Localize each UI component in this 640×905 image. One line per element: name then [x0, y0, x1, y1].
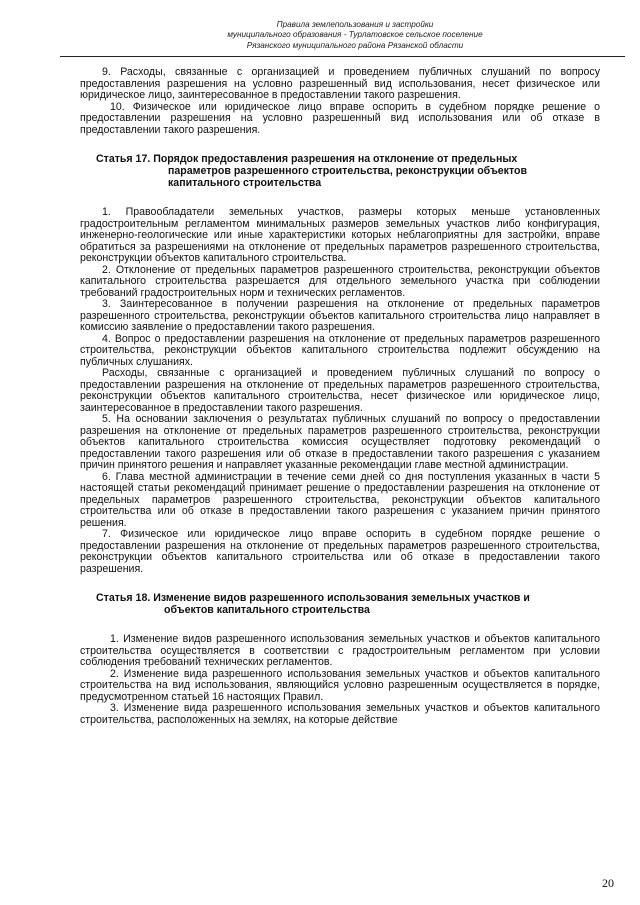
paragraph: 2. Отклонение от предельных параметров разрешенного строительства, реконструкции объектов капитального строительства разрешается для отдельного земельного участка при соблюдении требований градостроительных норм и технических регламентов. — [80, 263, 600, 299]
heading-line: объектов капитального строительства — [164, 604, 370, 616]
paragraph: 3. Заинтересованное в получении разрешения на отклонение от предельных параметров разрешенного строительства, реконструкции объектов капитального строительства лицо направляет в комиссию заявление о предоставлении такого разрешения. — [80, 298, 600, 333]
heading-line: параметров разрешенного строительства, реконструкции объектов — [168, 165, 528, 177]
paragraph: 10. Физическое или юридическое лицо вправе оспорить в судебном порядке решение о предоставлении разрешения на условно разрешенный вид использования или об отказе в предоставлении такого разрешения. — [80, 100, 600, 136]
page-number: 20 — [602, 876, 614, 890]
paragraph: 1. Правообладатели земельных участков, размеры которых меньше установленных градостроительным регламентом минимальных размеров земельных участков либо конфигурация, инженерно-геологические или иные характеристики которых неблагоприятны для застройки, вправе обратиться за разрешениями на отклонение от предельных параметров разрешенного строительства, реконструкции объектов капитального строительства. — [80, 206, 600, 264]
running-header-line: муниципального образования - Турлатовское сельское поселение — [227, 30, 483, 40]
running-header-line: Рязанского муниципального района Рязанской области — [246, 40, 464, 50]
paragraph: 2. Изменение вида разрешенного использования земельных участков и объектов капитального строительства на вид использования, являющийся условно разрешенным осуществляется в порядке, предусмотренном статьей 16 настоящих Правил. — [80, 667, 600, 703]
running-header-line: Правила землепользования и застройки — [276, 20, 434, 29]
running-header — [60, 20, 640, 51]
paragraph: Расходы, связанные с организацией и проведением публичных слушаний по вопросу о предоставлении разрешения на отклонение от предельных параметров разрешенного строительства, реконструкции объектов капитального строительства, несет физическое или юридическое лицо, заинтересованное в предоставлении такого разрешения. — [80, 367, 600, 414]
paragraph: 6. Глава местной администрации в течение семи дней со дня поступления указанных в части 5 настоящей статьи рекомендаций принимает решение о предоставлении разрешения на отклонение от предельных параметров разрешенного строительства, реконструкции объектов капитального строительства или об отказе в предоставлении такого разрешения с указанием причин принятого решения. — [80, 470, 600, 529]
header-divider — [60, 56, 625, 57]
paragraph: 5. На основании заключения о результатах публичных слушаний по вопросу о предоставлении разрешения на отклонение от предельных параметров разрешенного строительства, реконструкции объектов капитального строительства комиссия осуществляет подготовку рекомендаций о предоставлении такого разрешения или об отказе в предоставлении такого разрешения с указанием причин принятого решения и направляет указанные рекомендации главе местной администрации. — [80, 413, 600, 471]
paragraph: 4. Вопрос о предоставлении разрешения на отклонение от предельных параметров разрешенного строительства, реконструкции объектов капитального строительства подлежит обсуждению на публичных слушаниях. — [80, 332, 600, 368]
paragraph: 3. Изменение вида разрешенного использования земельных участков и объектов капитального строительства, расположенных на землях, на которые действие — [80, 702, 600, 726]
document-body — [80, 67, 600, 726]
heading-line: капитального строительства — [168, 177, 322, 189]
paragraph: 9. Расходы, связанные с организацией и проведением публичных слушаний по вопросу предоставления разрешения на условно разрешенный вид использования, несет физическое или юридическое лицо, заинтересованное в предоставлении такого разрешения. — [80, 66, 600, 101]
heading-line: Статья 18. Изменение видов разрешенного использования земельных участков и — [96, 592, 530, 604]
paragraph: 7. Физическое или юридическое лицо вправе оспорить в судебном порядке решение о предоставлении разрешения на отклонение от предельных параметров разрешенного строительства, реконструкции объектов капитального строительства или об отказе в предоставлении такого разрешения. — [80, 528, 600, 575]
paragraph: 1. Изменение видов разрешенного использования земельных участков и объектов капитального строительства осуществляется в соответствии с градостроительным регламентом при условии соблюдения требований технических регламентов. — [80, 633, 600, 668]
article-18-heading — [80, 592, 600, 616]
article-17-heading — [80, 153, 600, 189]
heading-line: Статья 17. Порядок предоставления разрешения на отклонение от предельных — [96, 153, 518, 165]
